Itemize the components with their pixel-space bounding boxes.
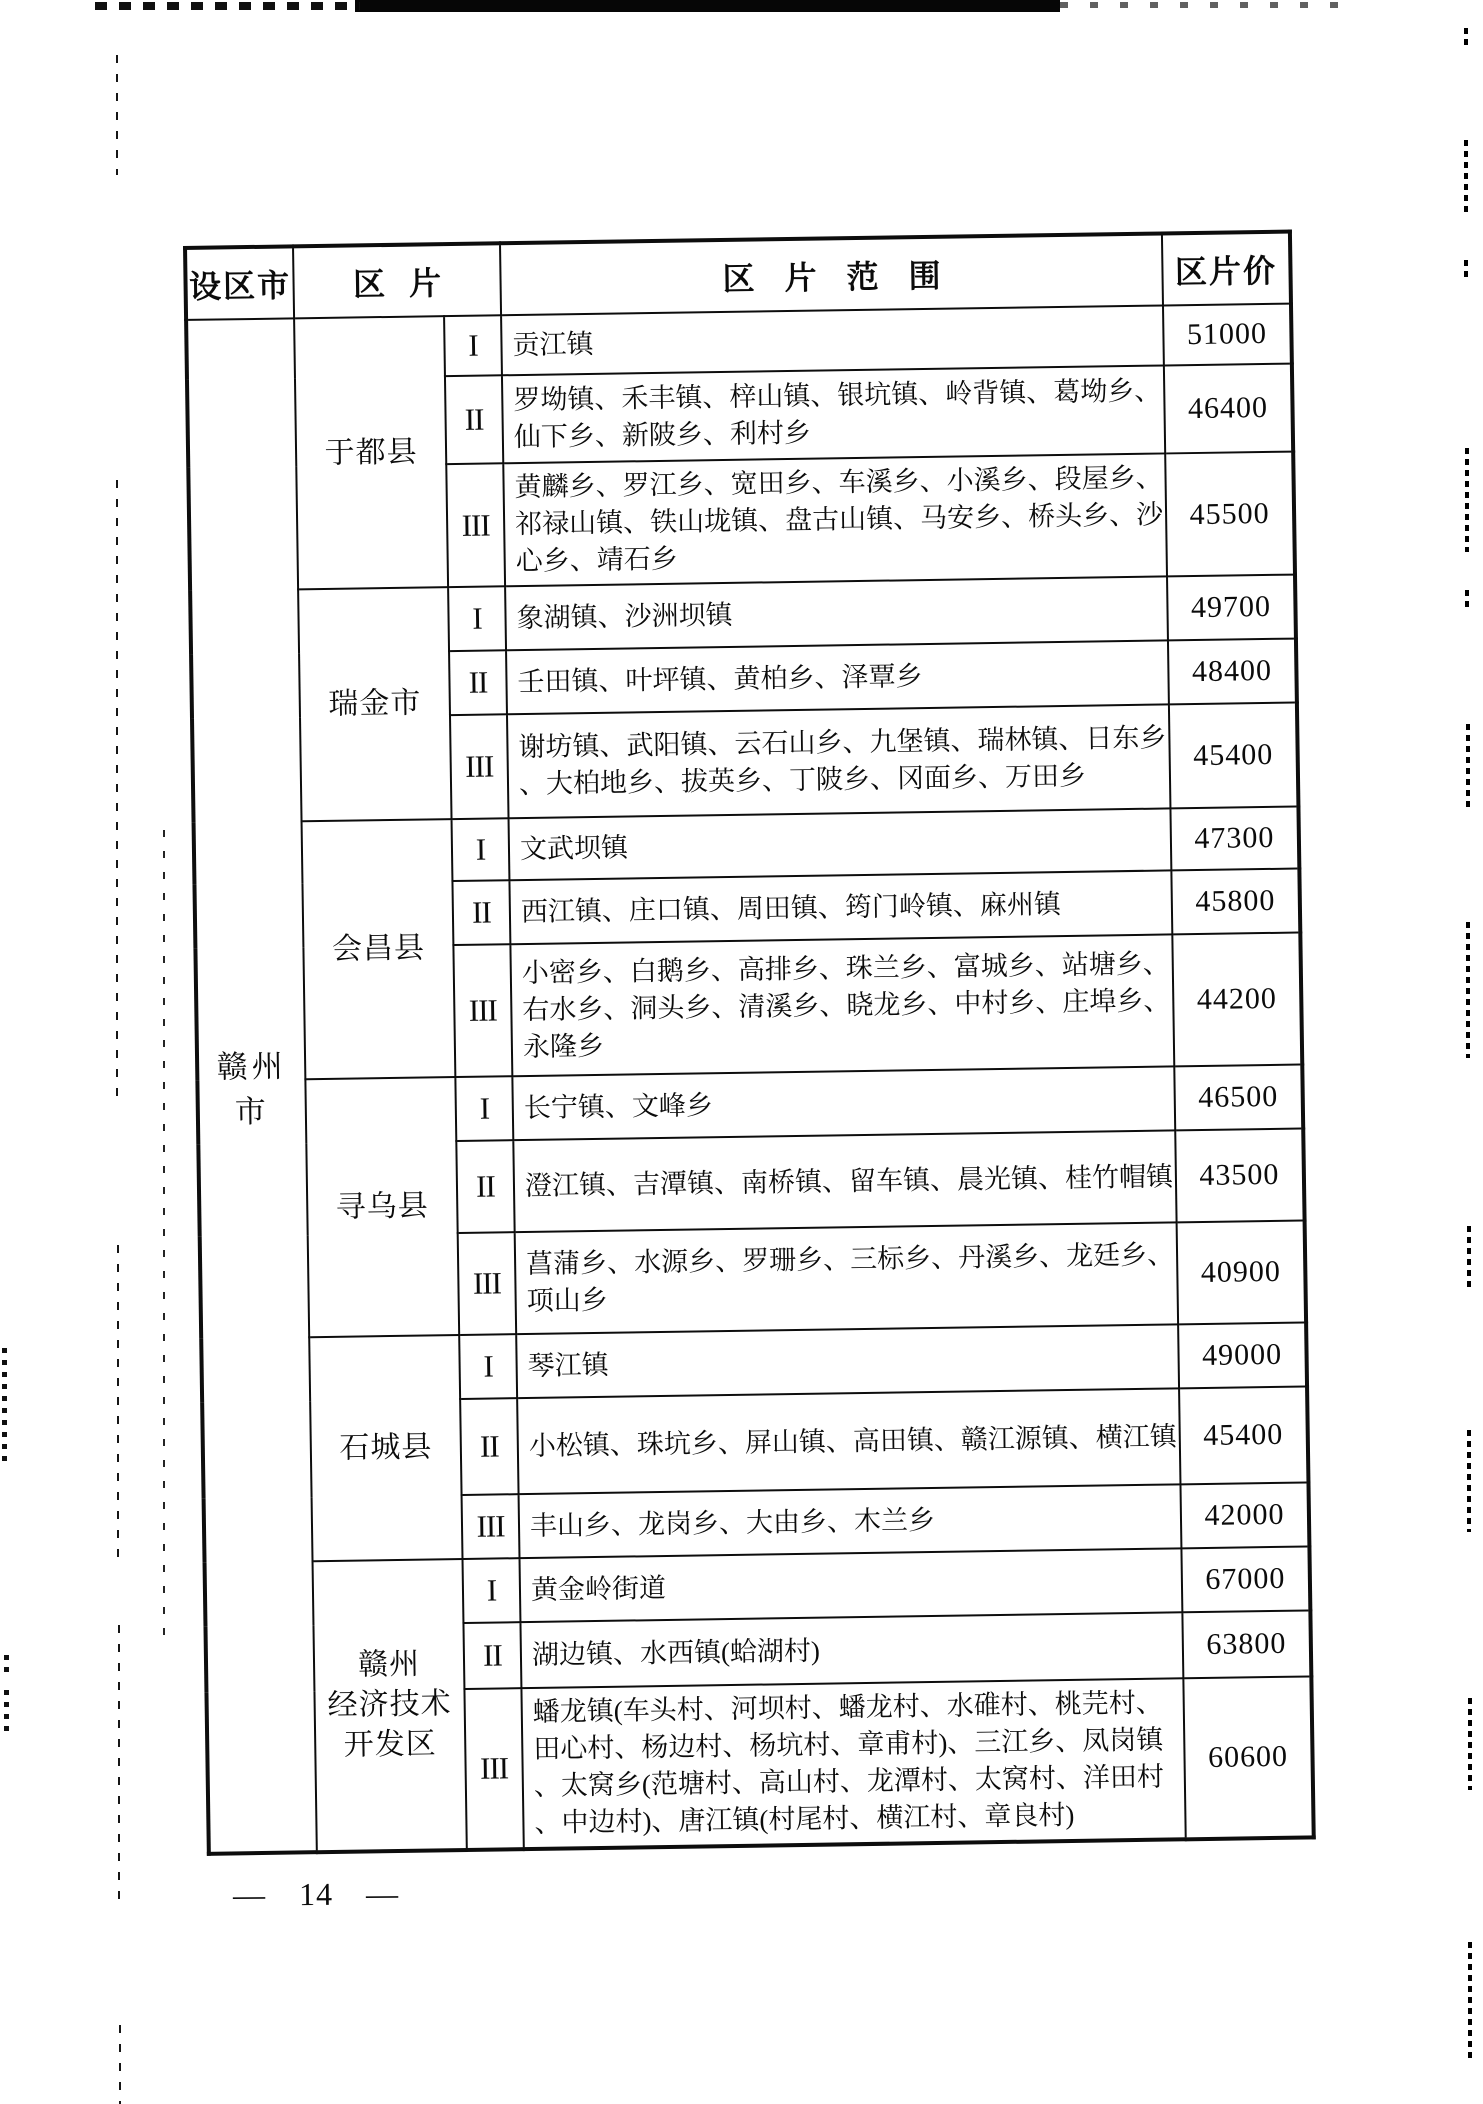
zone-cell: I bbox=[444, 315, 502, 376]
county-cell: 石城县 bbox=[309, 1335, 462, 1561]
table-body bbox=[186, 304, 1314, 1854]
county-cell: 寻乌县 bbox=[305, 1077, 459, 1337]
price-cell: 49700 bbox=[1167, 575, 1296, 641]
price-cell: 45500 bbox=[1165, 452, 1295, 577]
price-cell: 63800 bbox=[1182, 1610, 1311, 1678]
county-cell: 赣州 经济技术 开发区 bbox=[313, 1559, 467, 1852]
scan-artifact-left-dashed-line bbox=[118, 1625, 120, 1910]
range-cell: 文武坝镇 bbox=[509, 808, 1172, 880]
scan-artifact-left-edge-marks bbox=[2, 1348, 7, 1468]
zone-cell: II bbox=[452, 880, 510, 945]
scan-artifact-right-dashes bbox=[1466, 922, 1470, 1058]
price-cell: 60600 bbox=[1183, 1676, 1313, 1839]
scan-artifact-right-dashes bbox=[1464, 260, 1468, 282]
scan-artifact-top-smear-right bbox=[1060, 2, 1360, 8]
col-header-price: 区片价 bbox=[1162, 232, 1291, 306]
zone-cell: III bbox=[462, 1494, 520, 1559]
scan-artifact-right-dashes bbox=[1466, 724, 1470, 808]
zone-cell: III bbox=[453, 944, 512, 1077]
county-cell: 会昌县 bbox=[302, 819, 456, 1079]
county-cell: 于都县 bbox=[294, 316, 448, 589]
scan-artifact-right-dashes bbox=[1464, 140, 1468, 215]
scan-artifact-top-smear bbox=[355, 0, 1060, 12]
zone-cell: II bbox=[449, 650, 507, 715]
price-cell: 67000 bbox=[1181, 1546, 1310, 1612]
range-cell: 贡江镇 bbox=[501, 305, 1164, 375]
scan-artifact-right-dashes bbox=[1465, 590, 1469, 612]
price-cell: 45400 bbox=[1169, 703, 1299, 809]
zone-cell: III bbox=[446, 463, 505, 587]
zone-price-table bbox=[183, 230, 1316, 1856]
zone-cell: I bbox=[463, 1558, 521, 1623]
zone-cell: II bbox=[456, 1140, 514, 1233]
price-cell: 44200 bbox=[1172, 933, 1302, 1067]
price-cell: 40900 bbox=[1177, 1220, 1306, 1324]
scan-artifact-left-dashed-line bbox=[119, 2025, 121, 2104]
scan-artifact-left-edge-marks bbox=[4, 1690, 9, 1738]
range-cell: 丰山乡、龙岗乡、大由乡、木兰乡 bbox=[519, 1484, 1182, 1558]
range-cell: 西江镇、庄口镇、周田镇、筠门岭镇、麻州镇 bbox=[509, 870, 1172, 944]
scan-artifact-top-smear-left bbox=[95, 2, 360, 10]
col-header-range: 区片范围 bbox=[500, 233, 1163, 315]
range-cell: 蟠龙镇(车头村、河坝村、蟠龙村、水碓村、桃芫村、田心村、杨边村、杨坑村、章甫村)、三江乡、凤岗镇、太窝乡(范塘村、高山村、龙潭村、太窝村、洋田村、中边村)、唐江镇(村尾村、横江村、章良村) bbox=[521, 1678, 1185, 1849]
city-cell: 赣州市 bbox=[186, 318, 317, 1853]
range-cell: 壬田镇、叶坪镇、黄柏乡、泽覃乡 bbox=[506, 640, 1169, 714]
range-cell: 象湖镇、沙洲坝镇 bbox=[505, 576, 1168, 650]
scan-artifact-inner-dashed-line bbox=[163, 830, 165, 1645]
zone-cell: I bbox=[448, 586, 506, 651]
price-cell: 46500 bbox=[1174, 1064, 1303, 1130]
price-cell: 49000 bbox=[1178, 1322, 1307, 1388]
range-cell: 湖边镇、水西镇(蛤湖村) bbox=[520, 1612, 1183, 1688]
price-cell: 51000 bbox=[1163, 304, 1292, 366]
zone-cell: II bbox=[463, 1622, 521, 1689]
price-cell: 48400 bbox=[1168, 639, 1297, 705]
price-cell: 47300 bbox=[1170, 807, 1299, 871]
scan-artifact-right-dashes bbox=[1467, 1430, 1471, 1532]
zone-cell: III bbox=[464, 1688, 523, 1850]
zone-cell: I bbox=[455, 1076, 513, 1141]
price-cell: 46400 bbox=[1164, 364, 1293, 454]
scan-artifact-right-dashes bbox=[1468, 1698, 1472, 1790]
range-cell: 谢坊镇、武阳镇、云石山乡、九堡镇、瑞林镇、日东乡、大柏地乡、拔英乡、丁陂乡、冈面乡、万田乡 bbox=[507, 704, 1170, 818]
zone-price-table-wrapper bbox=[183, 230, 1312, 1856]
zone-cell: III bbox=[458, 1232, 517, 1335]
zone-cell: I bbox=[452, 818, 510, 881]
price-cell: 45400 bbox=[1179, 1386, 1308, 1484]
price-cell: 45800 bbox=[1171, 869, 1300, 935]
scan-artifact-right-dashes bbox=[1467, 1226, 1471, 1290]
range-cell: 小松镇、珠坑乡、屏山镇、高田镇、赣江源镇、横江镇 bbox=[517, 1388, 1180, 1494]
scan-artifact-left-dashed-line bbox=[116, 55, 118, 175]
range-cell: 菖蒲乡、水源乡、罗珊乡、三标乡、丹溪乡、龙廷乡、项山乡 bbox=[515, 1222, 1178, 1334]
col-header-zone: 区片 bbox=[293, 243, 501, 318]
page-number: — 14 — bbox=[232, 1875, 400, 1913]
scan-artifact-left-edge-marks bbox=[4, 1655, 9, 1675]
range-cell: 澄江镇、吉潭镇、南桥镇、留车镇、晨光镇、桂竹帽镇 bbox=[513, 1130, 1176, 1232]
zone-cell: I bbox=[459, 1334, 517, 1399]
scan-artifact-left-dashed-line bbox=[117, 1245, 119, 1565]
zone-cell: II bbox=[445, 375, 503, 464]
price-cell: 43500 bbox=[1175, 1128, 1304, 1222]
range-cell: 黄金岭街道 bbox=[520, 1548, 1183, 1622]
scan-artifact-right-dashes bbox=[1468, 1942, 1472, 2062]
range-cell: 小密乡、白鹅乡、高排乡、珠兰乡、富城乡、站塘乡、右水乡、洞头乡、清溪乡、晓龙乡、中村乡、庄埠乡、永隆乡 bbox=[510, 934, 1174, 1076]
zone-cell: II bbox=[460, 1398, 518, 1495]
scan-artifact-right-dashes bbox=[1465, 448, 1469, 552]
price-cell: 42000 bbox=[1180, 1482, 1309, 1548]
scan-artifact-right-dashes bbox=[1464, 28, 1468, 48]
range-cell: 罗坳镇、禾丰镇、梓山镇、银坑镇、岭背镇、葛坳乡、仙下乡、新陂乡、利村乡 bbox=[502, 365, 1165, 463]
col-header-city: 设区市 bbox=[185, 246, 294, 320]
range-cell: 长宁镇、文峰乡 bbox=[512, 1066, 1175, 1140]
range-cell: 琴江镇 bbox=[516, 1324, 1179, 1398]
zone-cell: III bbox=[450, 714, 509, 819]
range-cell: 黄麟乡、罗江乡、宽田乡、车溪乡、小溪乡、段屋乡、祁禄山镇、铁山垅镇、盘古山镇、马安乡、桥头乡、沙心乡、靖石乡 bbox=[503, 453, 1167, 586]
county-cell: 瑞金市 bbox=[298, 587, 451, 821]
scan-artifact-left-dashed-line bbox=[116, 480, 118, 1105]
